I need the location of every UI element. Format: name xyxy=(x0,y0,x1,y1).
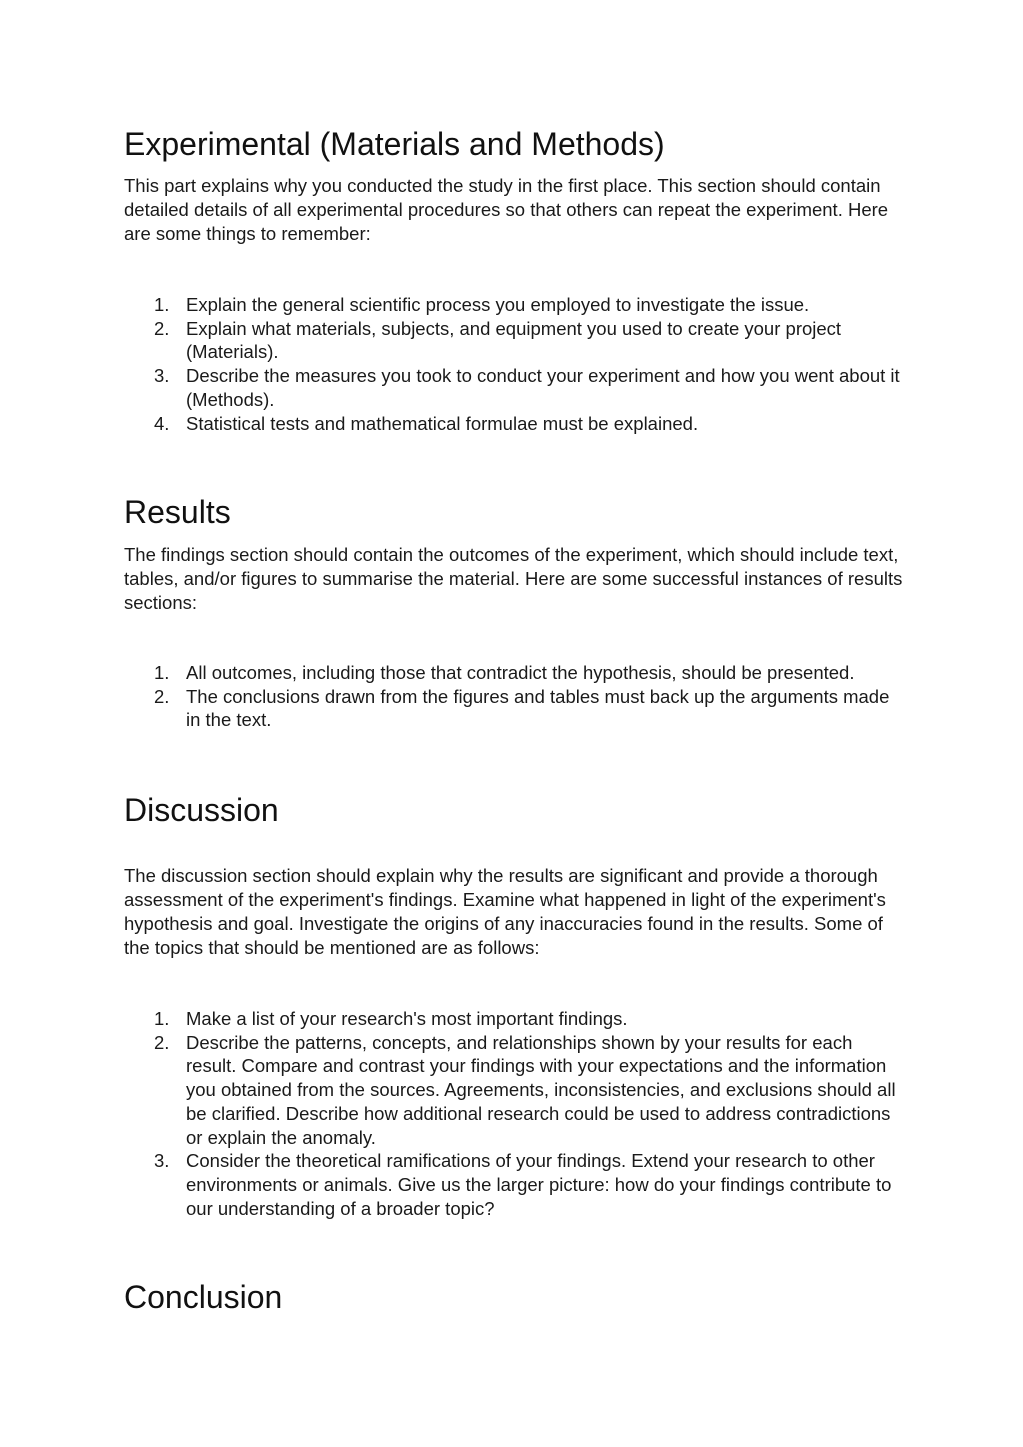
list-item xyxy=(124,1007,904,1031)
list-item-text: Consider the theoretical ramifications of your findings. Extend your research to other environments or animals. Give us the larger picture: how do your findings contribute to our understanding of a broader topic? xyxy=(186,1150,892,1219)
section-paragraph-results: The findings section should contain the outcomes of the experiment, which should include text, tables, and/or figures to summarise the material. Here are some successful instances of results sections: xyxy=(124,544,903,613)
list-item-text: Make a list of your research's most important findings. xyxy=(186,1008,628,1029)
list-item-number: 3. xyxy=(154,365,170,387)
list-item-text: Explain what materials, subjects, and equipment you used to create your project (Materials). xyxy=(186,317,842,363)
list-item-number: 1. xyxy=(154,1008,170,1029)
list-item-text: The conclusions drawn from the figures and tables must back up the arguments made in the text. xyxy=(186,685,890,731)
list-item xyxy=(124,293,904,317)
section-heading-discussion: Discussion xyxy=(124,792,279,828)
list-item-text: Explain the general scientific process you employed to investigate the issue. xyxy=(186,294,810,315)
list-item xyxy=(124,1031,904,1150)
list-item-text: Describe the measures you took to conduct your experiment and how you went about it (Methods). xyxy=(186,365,900,410)
list-experimental xyxy=(124,293,904,435)
list-item-text: Statistical tests and mathematical formulae must be explained. xyxy=(186,412,699,434)
list-item xyxy=(124,1149,904,1220)
section-paragraph-experimental: This part explains why you conducted the study in the first place. This section should contain detailed details of all experimental procedures so that others can repeat the experiment. Here are some things to remember: xyxy=(124,175,889,244)
list-item xyxy=(124,317,904,364)
list-item-number: 2. xyxy=(154,317,170,339)
list-item xyxy=(124,685,904,732)
list-item-number: 1. xyxy=(154,662,170,683)
list-item-text: Describe the patterns, concepts, and relationships shown by your results for each result. Compare and contrast your findings with your expectations and the information you obtained from the sources. Agreements, inconsistencies, and exclusions should all be clarified. Describe how additional research could be used to address contradictions or explain the anomaly. xyxy=(186,1031,896,1148)
list-item-number: 2. xyxy=(154,685,170,707)
section-heading-results: Results xyxy=(124,494,231,530)
list-discussion xyxy=(124,1007,904,1220)
list-item-number: 3. xyxy=(154,1150,170,1172)
list-results xyxy=(124,661,904,732)
list-item-text: All outcomes, including those that contradict the hypothesis, should be presented. xyxy=(186,662,855,683)
list-item-number: 1. xyxy=(154,294,170,315)
list-item xyxy=(124,364,904,411)
section-paragraph-discussion: The discussion section should explain why the results are significant and provide a thorough assessment of the experiment's findings. Examine what happened in light of the experiment's hypothesis and goal. Investigate the origins of any inaccuracies found in the results. Some of the topics that should be mentioned are as follows: xyxy=(124,865,886,958)
section-heading-conclusion: Conclusion xyxy=(124,1279,283,1315)
list-item xyxy=(124,412,904,436)
section-heading-experimental: Experimental (Materials and Methods) xyxy=(124,126,665,162)
list-item xyxy=(124,661,904,685)
list-item-number: 2. xyxy=(154,1031,170,1053)
list-item-number: 4. xyxy=(154,412,170,434)
